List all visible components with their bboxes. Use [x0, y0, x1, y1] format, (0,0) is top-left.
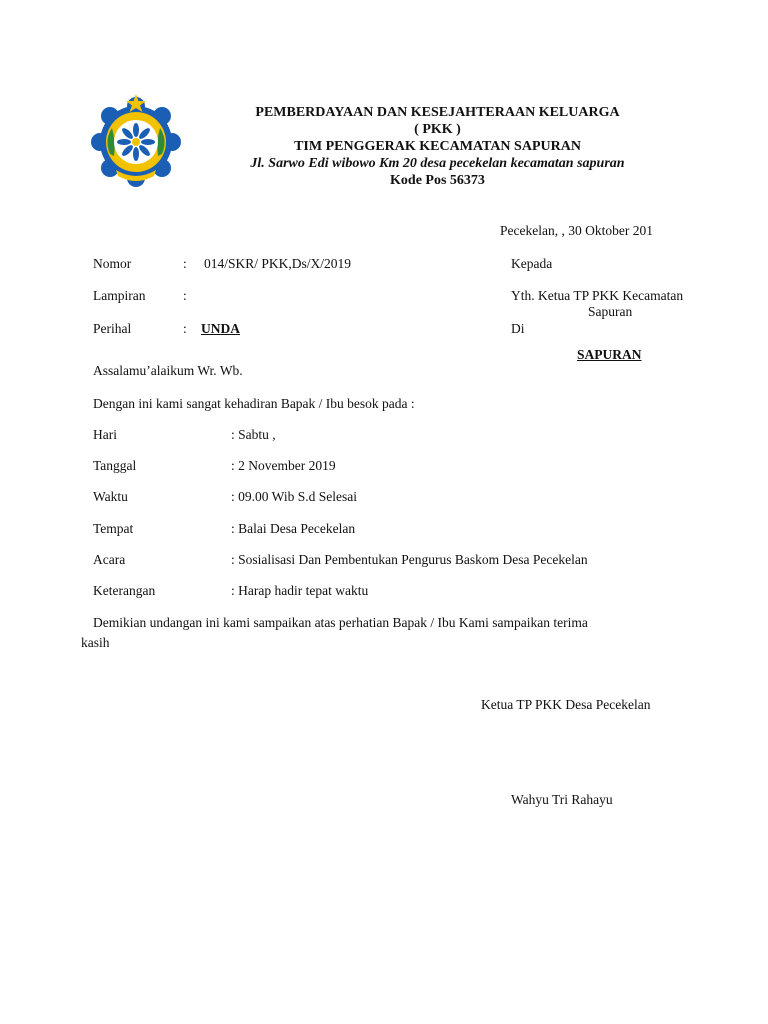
perihal-value: UNDA [201, 321, 240, 336]
closing-line2: kasih [81, 635, 110, 650]
letterhead-line1: PEMBERDAYAAN DAN KESEJAHTERAAN KELUARGA [255, 105, 620, 120]
detail-value-waktu: : 09.00 Wib S.d Selesai [231, 489, 357, 504]
lampiran-colon: : [183, 288, 187, 303]
letterhead-address: Jl. Sarwo Edi wibowo Km 20 desa pecekelan kecamatan sapuran [250, 156, 625, 171]
detail-label-keterangan: Keterangan [93, 583, 156, 598]
letterhead-line3: TIM PENGGERAK KECAMATAN SAPURAN [294, 139, 581, 154]
detail-value-tempat: : Balai Desa Pecekelan [231, 521, 356, 536]
recipient-line1: Yth. Ketua TP PKK Kecamatan [511, 288, 684, 303]
nomor-value: 014/SKR/ PKK,Ds/X/2019 [204, 256, 352, 271]
detail-label-tempat: Tempat [93, 521, 134, 536]
greeting: Assalamu’alaikum Wr. Wb. [93, 363, 243, 378]
perihal-colon: : [183, 321, 187, 336]
detail-value-hari: : Sabtu , [231, 427, 276, 442]
detail-label-tanggal: Tanggal [93, 458, 137, 473]
pkk-logo [90, 92, 182, 188]
detail-label-acara: Acara [93, 552, 126, 567]
nomor-colon: : [183, 256, 187, 271]
date-line: Pecekelan, , 30 Oktober 201 [500, 223, 653, 238]
letterhead-postcode: Kode Pos 56373 [390, 173, 485, 188]
letterhead-line2: ( PKK ) [414, 122, 461, 137]
lampiran-label: Lampiran [93, 288, 146, 303]
nomor-label: Nomor [93, 256, 132, 271]
signature-title: Ketua TP PKK Desa Pecekelan [481, 697, 651, 712]
signature-name: Wahyu Tri Rahayu [511, 792, 613, 807]
recipient-kepada: Kepada [511, 256, 553, 271]
recipient-line2: Sapuran [588, 304, 633, 319]
closing-line1: Demikian undangan ini kami sampaikan atas perhatian Bapak / Ibu Kami sampaikan terima [93, 615, 588, 630]
detail-value-keterangan: : Harap hadir tepat waktu [231, 583, 369, 598]
detail-label-hari: Hari [93, 427, 117, 442]
detail-value-acara: : Sosialisasi Dan Pembentukan Pengurus Baskom Desa Pecekelan [231, 552, 588, 567]
recipient-di: Di [511, 321, 525, 336]
detail-value-tanggal: : 2 November 2019 [231, 458, 336, 473]
intro-text: Dengan ini kami sangat kehadiran Bapak / Ibu besok pada : [93, 396, 415, 411]
recipient-place: SAPURAN [577, 347, 642, 362]
detail-label-waktu: Waktu [93, 489, 128, 504]
perihal-label: Perihal [93, 321, 132, 336]
